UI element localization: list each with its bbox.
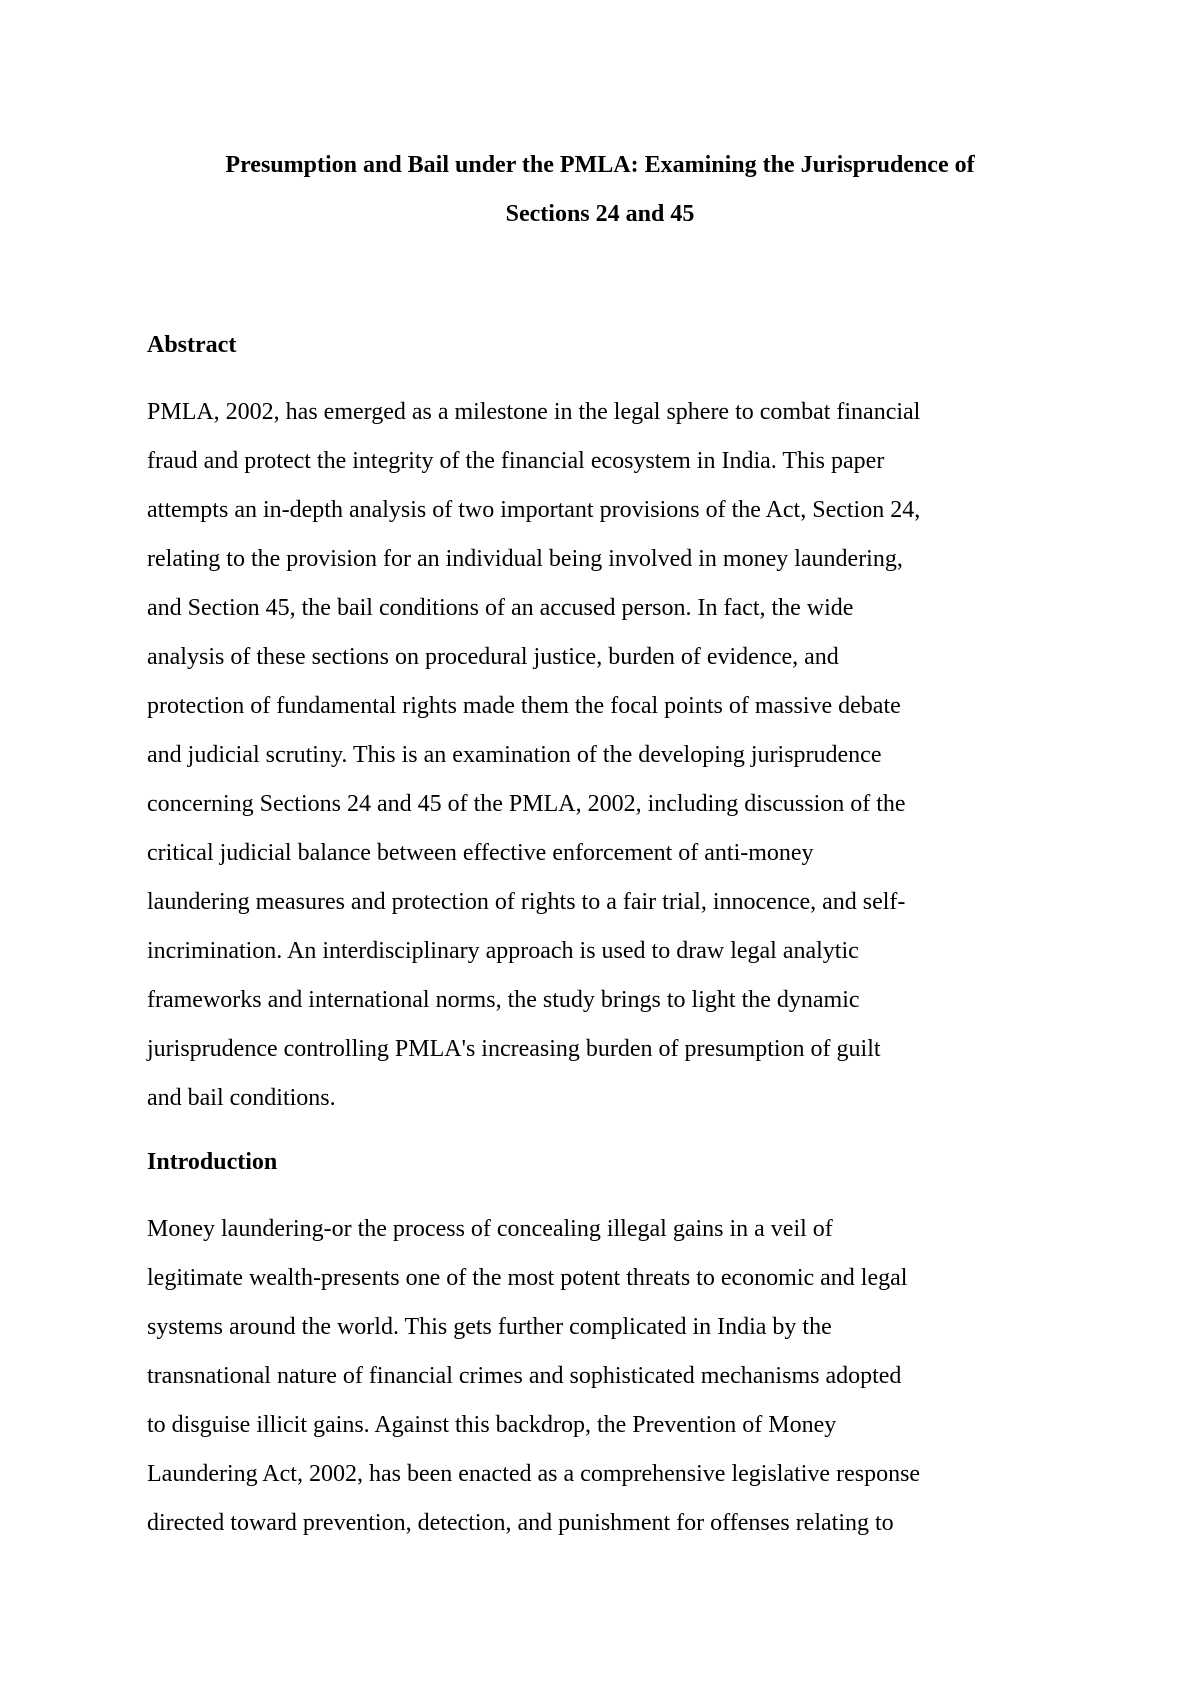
abstract-heading: Abstract xyxy=(147,332,237,358)
abstract-line: and bail conditions. xyxy=(147,1085,336,1111)
abstract-line: concerning Sections 24 and 45 of the PMLA, 2002, including discussion of the xyxy=(147,791,906,817)
document-title xyxy=(100,141,1100,239)
abstract-line: incrimination. An interdisciplinary approach is used to draw legal analytic xyxy=(147,938,859,964)
title-line-1: Presumption and Bail under the PMLA: Examining the Jurisprudence of xyxy=(225,152,975,178)
abstract-line: and Section 45, the bail conditions of an accused person. In fact, the wide xyxy=(147,595,854,621)
abstract-line: frameworks and international norms, the study brings to light the dynamic xyxy=(147,987,860,1013)
abstract-line: protection of fundamental rights made them the focal points of massive debate xyxy=(147,693,901,719)
abstract-line: analysis of these sections on procedural justice, burden of evidence, and xyxy=(147,644,839,670)
introduction-heading: Introduction xyxy=(147,1149,278,1175)
introduction-line: Money laundering-or the process of concealing illegal gains in a veil of xyxy=(147,1216,833,1242)
abstract-line: fraud and protect the integrity of the financial ecosystem in India. This paper xyxy=(147,448,885,474)
abstract-line: laundering measures and protection of rights to a fair trial, innocence, and self- xyxy=(147,889,906,915)
abstract-line: critical judicial balance between effective enforcement of anti-money xyxy=(147,840,814,866)
introduction-line: Laundering Act, 2002, has been enacted as a comprehensive legislative response xyxy=(147,1461,921,1487)
abstract-line: and judicial scrutiny. This is an examination of the developing jurisprudence xyxy=(147,742,882,768)
abstract-line: jurisprudence controlling PMLA's increasing burden of presumption of guilt xyxy=(147,1036,881,1062)
abstract-line: attempts an in-depth analysis of two important provisions of the Act, Section 24, xyxy=(147,497,921,523)
abstract-line: relating to the provision for an individual being involved in money laundering, xyxy=(147,546,903,572)
abstract-line: PMLA, 2002, has emerged as a milestone in the legal sphere to combat financial xyxy=(147,399,921,425)
introduction-line: legitimate wealth-presents one of the most potent threats to economic and legal xyxy=(147,1265,908,1291)
introduction-line: directed toward prevention, detection, and punishment for offenses relating to xyxy=(147,1510,894,1536)
introduction-line: transnational nature of financial crimes and sophisticated mechanisms adopted xyxy=(147,1363,902,1389)
introduction-line: to disguise illicit gains. Against this backdrop, the Prevention of Money xyxy=(147,1412,837,1438)
introduction-line: systems around the world. This gets further complicated in India by the xyxy=(147,1314,832,1340)
title-line-2: Sections 24 and 45 xyxy=(505,201,695,227)
